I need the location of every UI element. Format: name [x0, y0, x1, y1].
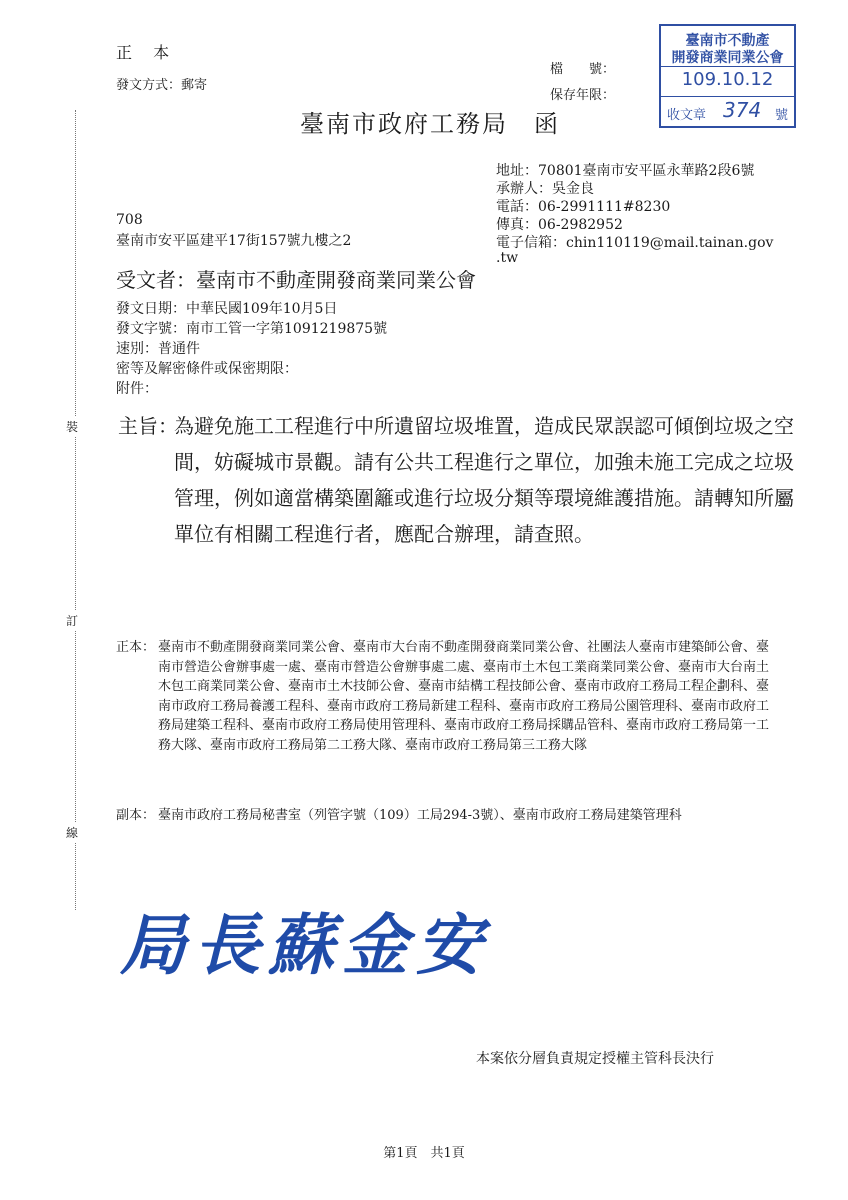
- page-number: 第1頁 共1頁: [383, 1146, 465, 1161]
- issue-date: 發文日期：中華民國109年10月5日: [116, 301, 338, 317]
- stamp-org-line1: 臺南市不動產: [685, 33, 770, 49]
- binding-line: [75, 110, 76, 910]
- recipient-address: 臺南市安平區建平17街157號九樓之2: [116, 233, 352, 249]
- sender-handler: 承辦人：吳金良: [496, 181, 594, 197]
- secrecy-level: 密等及解密條件或保密期限：: [116, 361, 298, 377]
- original-label: 正本：: [116, 640, 156, 655]
- attachments: 附件：: [116, 381, 158, 397]
- send-method: 發文方式：郵寄: [116, 78, 208, 93]
- authorization-note: 本案依分層負責規定授權主管科長決行: [476, 1051, 714, 1067]
- binding-mark-ding: 訂: [66, 610, 78, 631]
- stamp-date: 109.10.12: [681, 69, 774, 90]
- original-recipients-text: 臺南市不動產開發商業同業公會、臺南市大台南不動產開發商業同業公會、社團法人臺南市建築師公會、臺南市營造公會辦事處一處、臺南市營造公會辦事處二處、臺南市土木包工業商業同業公會、臺南市大台南土木包工商業同業公會、臺南市土木技師公會、臺南市結構工程技師公會、臺南市政府工務局工程企劃科、臺南市政府工務局養護工程科、臺南市政府工務局新建工程科、臺南市政府工務局公園管理科、臺南市政府工務局建築工程科、臺南市政府工務局使用管理科、臺南市政府工務局採購品管科、臺南市政府工務局第一工務大隊、臺南市政府工務局第二工務大隊、臺南市政府工務局第三工務大隊: [158, 640, 770, 753]
- binding-mark-xian: 線: [66, 822, 78, 843]
- delivery-speed: 速別：普通件: [116, 341, 200, 357]
- receipt-stamp: [659, 24, 796, 128]
- sender-phone: 電話：06-2991111#8230: [496, 199, 671, 215]
- director-signature: 局長蘇金安: [120, 906, 490, 984]
- recipient: 受文者：臺南市不動產開發商業同業公會: [116, 268, 476, 292]
- stamp-receipt-label: 收文章: [667, 108, 707, 123]
- document-title: 臺南市政府工務局 函: [300, 110, 560, 138]
- copy-recipients-text: 臺南市政府工務局秘書室（列管字號（109）工局294-3號）、臺南市政府工務局建築管理科: [158, 808, 682, 823]
- file-number-label: 檔 號：: [550, 62, 616, 77]
- sender-fax: 傳真：06-2982952: [496, 217, 623, 233]
- retention-period-label: 保存年限：: [550, 88, 616, 103]
- binding-mark-zhuang: 裝: [66, 416, 78, 437]
- copy-type-label: 正 本: [116, 43, 178, 62]
- subject-text: 為避免施工工程進行中所遺留垃圾堆置，造成民眾誤認可傾倒垃圾之空間，妨礙城市景觀。請有公共工程進行之單位，加強未施工完成之垃圾管理，例如適當構築圍籬或進行垃圾分類等環境維護措施。請轉知所屬單位有相關工程進行者，應配合辦理，請查照。: [174, 414, 794, 546]
- sender-email-continued: .tw: [496, 250, 519, 266]
- stamp-receipt-suffix: 號: [774, 108, 788, 123]
- recipient-postal-code: 708: [116, 212, 143, 228]
- document-number: 發文字號：南市工管一字第1091219875號: [116, 321, 388, 337]
- copy-label: 副本：: [116, 808, 156, 823]
- subject-label: 主旨：: [118, 414, 178, 438]
- sender-email: 電子信箱：chin110119@mail.tainan.gov: [496, 235, 774, 251]
- sender-address: 地址：70801臺南市安平區永華路2段6號: [496, 163, 755, 179]
- stamp-org-line2: 開發商業同業公會: [671, 50, 784, 66]
- stamp-receipt-number: 374: [723, 98, 762, 122]
